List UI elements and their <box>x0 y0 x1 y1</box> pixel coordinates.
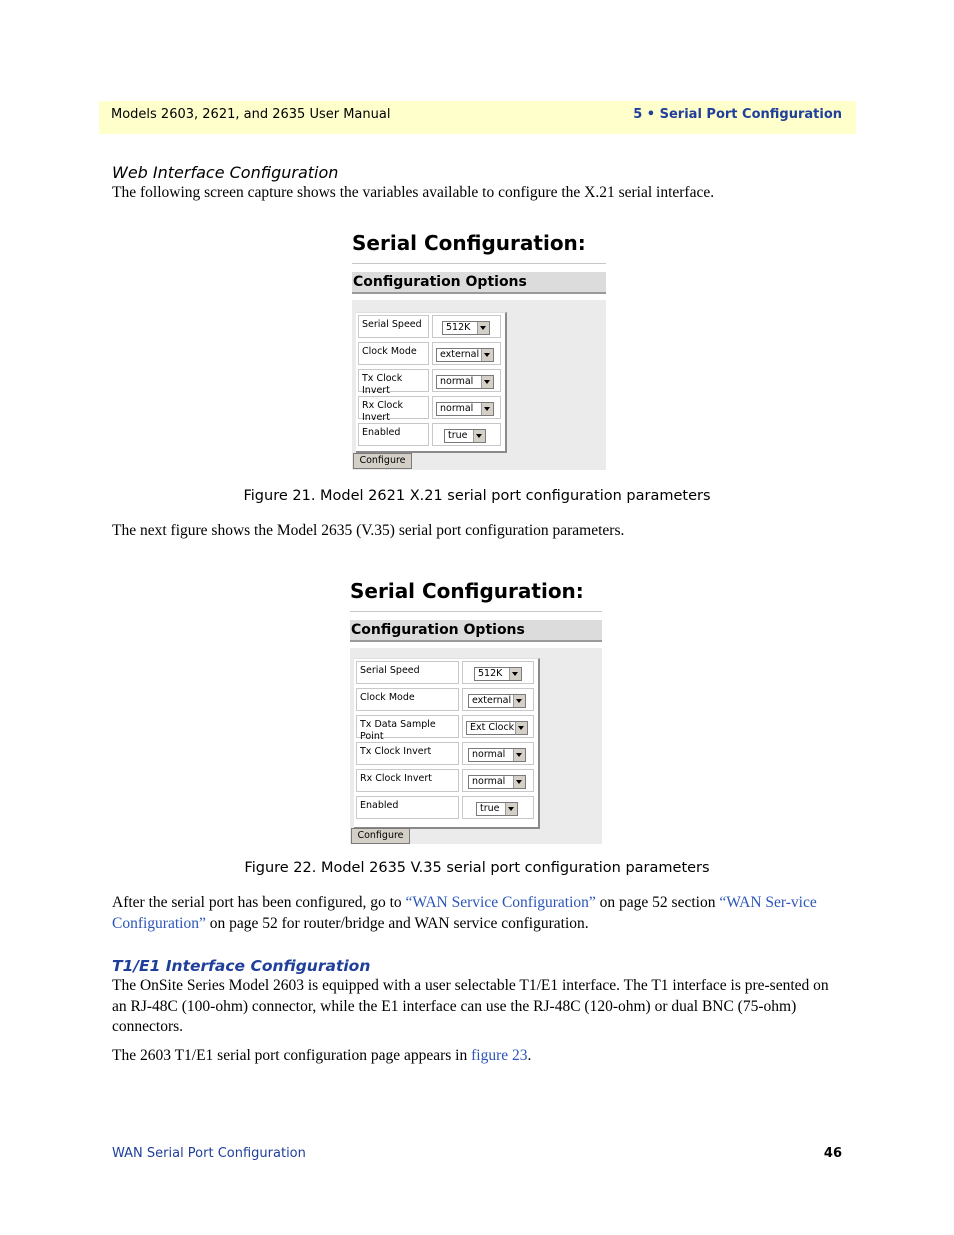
figure21-enabled-select[interactable] <box>444 429 486 443</box>
figure21-options-heading: Configuration Options <box>352 272 606 294</box>
figure22-value-cell <box>462 742 534 765</box>
figure22-value-cell <box>462 715 534 738</box>
figure22-value-cell <box>462 796 534 819</box>
figure21-value-cell <box>432 423 501 446</box>
figure22-tx-clock-invert-select[interactable] <box>468 748 526 762</box>
after-text-2: on page 52 section <box>595 894 720 911</box>
after-paragraph <box>112 893 842 934</box>
figure21-label: Clock Mode <box>358 342 429 365</box>
select-value: normal <box>440 403 474 414</box>
chevron-down-icon[interactable] <box>481 349 493 361</box>
figure21-title: Serial Configuration: <box>352 231 586 255</box>
chevron-down-icon[interactable] <box>513 776 525 788</box>
select-value: external <box>440 349 480 360</box>
figure22-title: Serial Configuration: <box>350 579 584 603</box>
figure21-caption: Figure 21. Model 2621 X.21 serial port configuration parameters <box>243 488 711 504</box>
chevron-down-icon[interactable] <box>513 749 525 761</box>
figure21-screenshot <box>351 228 607 470</box>
figure21-clock-mode-select[interactable] <box>436 348 494 362</box>
figure22-label: Serial Speed <box>356 661 459 684</box>
figure22-tx-data-sample-point-select[interactable] <box>466 721 528 735</box>
figure21-configure-button[interactable]: Configure <box>353 453 412 469</box>
figure21-label: Tx Clock Invert <box>358 369 429 392</box>
figure21-form-area <box>352 300 606 470</box>
figure22-value-cell <box>462 661 534 684</box>
select-value: Ext Clock <box>470 722 515 733</box>
figure22-label: Tx Data Sample Point <box>356 715 459 738</box>
figure22-enabled-select[interactable] <box>476 802 518 816</box>
figure22-label: Tx Clock Invert <box>356 742 459 765</box>
figure23-link[interactable]: figure 23 <box>471 1047 528 1064</box>
figure22-label: Enabled <box>356 796 459 819</box>
figure21-rx-clock-invert-select[interactable] <box>436 402 494 416</box>
t1e1-figure-ref-paragraph <box>112 1046 842 1067</box>
figure22-options-heading: Configuration Options <box>350 620 602 642</box>
chevron-down-icon[interactable] <box>505 803 517 815</box>
figure22-label: Rx Clock Invert <box>356 769 459 792</box>
page-number: 46 <box>823 1146 842 1161</box>
select-value: 512K <box>446 322 471 333</box>
chevron-down-icon[interactable] <box>481 403 493 415</box>
figure22-clock-mode-select[interactable] <box>468 694 526 708</box>
figure22-serial-speed-select[interactable] <box>474 667 522 681</box>
chevron-down-icon[interactable] <box>473 430 485 442</box>
select-value: external <box>472 695 512 706</box>
select-value: normal <box>472 776 506 787</box>
after-text-1: After the serial port has been configured, go to <box>112 894 406 911</box>
figure21-value-cell <box>432 396 501 419</box>
figure21-value-cell <box>432 315 501 338</box>
figure22-rx-clock-invert-select[interactable] <box>468 775 526 789</box>
chevron-down-icon[interactable] <box>509 668 521 680</box>
chevron-down-icon[interactable] <box>481 376 493 388</box>
figure21-options-table <box>356 312 507 453</box>
figure21-value-cell <box>432 369 501 392</box>
header-manual-title: Models 2603, 2621, and 2635 User Manual <box>111 107 391 122</box>
header-chapter: 5 • Serial Port Configuration <box>633 107 842 122</box>
figure21-tx-clock-invert-select[interactable] <box>436 375 494 389</box>
figure21-serial-speed-select[interactable] <box>442 321 490 335</box>
intro-paragraph: The following screen capture shows the variables available to configure the X.21 serial interface. <box>112 184 715 201</box>
between-paragraph: The next figure shows the Model 2635 (V.35) serial port configuration parameters. <box>112 522 625 539</box>
figure21-label: Rx Clock Invert <box>358 396 429 419</box>
figure22-value-cell <box>462 769 534 792</box>
t1e1-paragraph: The OnSite Series Model 2603 is equipped with a user selectable T1/E1 interface. The T1 interface is pre-sented on an RJ-48C (100-ohm) connector, while the E1 interface can use the RJ-48C (120-ohm) or dual BNC (75-ohm) connectors. <box>112 977 829 1035</box>
footer-section-title: WAN Serial Port Configuration <box>112 1146 306 1161</box>
wan-service-link-2[interactable]: “WAN Ser-vice Configuration” <box>112 894 817 932</box>
figure22-value-cell <box>462 688 534 711</box>
chevron-down-icon[interactable] <box>515 722 527 734</box>
figure21-value-cell <box>432 342 501 365</box>
figure21-title-rule <box>352 263 606 264</box>
figure22-configure-button[interactable]: Configure <box>351 828 410 844</box>
select-value: true <box>480 803 500 814</box>
figure21-label: Enabled <box>358 423 429 446</box>
chevron-down-icon[interactable] <box>477 322 489 334</box>
figure22-options-table <box>354 658 540 829</box>
t1e1-text-end: . <box>527 1047 532 1064</box>
figure21-label: Serial Speed <box>358 315 429 338</box>
t1e1-heading: T1/E1 Interface Configuration <box>112 957 371 975</box>
after-text-3: on page 52 for router/bridge and WAN service configuration. <box>205 914 589 932</box>
figure22-label: Clock Mode <box>356 688 459 711</box>
select-value: normal <box>440 376 474 387</box>
select-value: normal <box>472 749 506 760</box>
section-subheading: Web Interface Configuration <box>112 163 339 182</box>
chevron-down-icon[interactable] <box>513 695 525 707</box>
select-value: 512K <box>478 668 503 679</box>
figure22-form-area <box>350 648 602 844</box>
t1e1-text: The 2603 T1/E1 serial port configuration page appears in <box>112 1047 472 1064</box>
figure22-title-rule <box>350 611 602 612</box>
figure22-caption: Figure 22. Model 2635 V.35 serial port configuration parameters <box>244 860 710 876</box>
wan-service-link[interactable]: “WAN Service Configuration” <box>405 894 596 911</box>
figure22-screenshot <box>349 576 603 844</box>
select-value: true <box>448 430 468 441</box>
